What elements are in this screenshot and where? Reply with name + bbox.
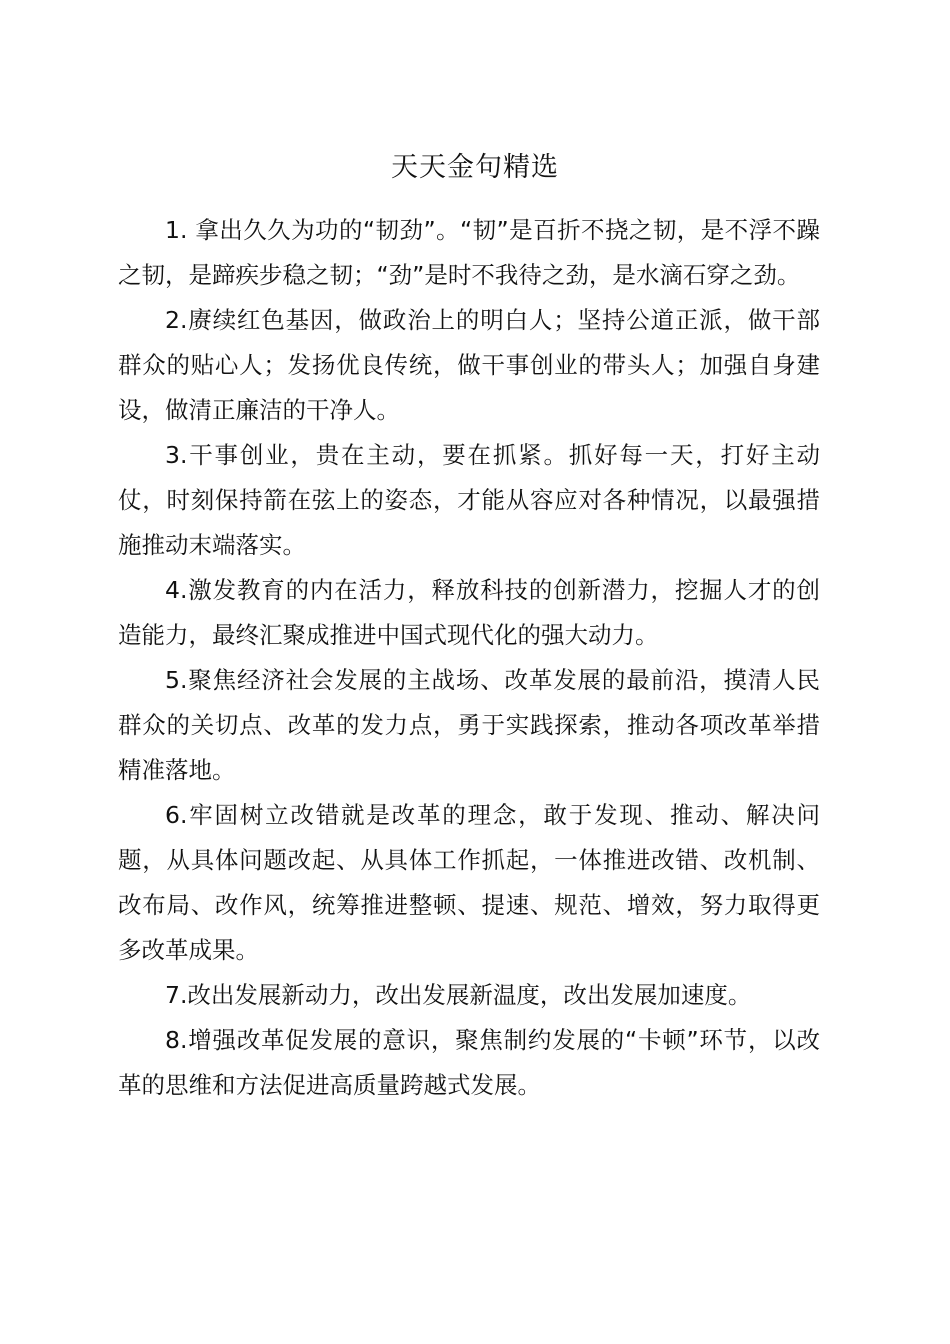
paragraph-7: 7.改出发展新动力，改出发展新温度，改出发展加速度。: [165, 981, 752, 1009]
document-title: 天天金句精选: [391, 152, 559, 183]
paragraph-8: 8.增强改革促发展的意识，聚焦制约发展的“卡顿”环节，以改革的思维和方法促进高质量跨越式发展。: [118, 1026, 820, 1099]
paragraph-1: 1. 拿出久久为功的“韧劲”。“韧”是百折不挠之韧，是不浮不躁之韧，是蹄疾步稳之韧；“劲”是时不我待之劲，是水滴石穿之劲。: [118, 216, 820, 289]
paragraph-4: 4.激发教育的内在活力，释放科技的创新潜力，挖掘人才的创造能力，最终汇聚成推进中国式现代化的强大动力。: [118, 576, 820, 649]
paragraph-2: 2.赓续红色基因，做政治上的明白人；坚持公道正派，做干部群众的贴心人；发扬优良传统，做干事创业的带头人；加强自身建设，做清正廉洁的干净人。: [118, 306, 820, 424]
paragraph-3: 3.干事创业，贵在主动，要在抓紧。抓好每一天，打好主动仗，时刻保持箭在弦上的姿态，才能从容应对各种情况，以最强措施推动末端落实。: [118, 441, 820, 559]
paragraph-5: 5.聚焦经济社会发展的主战场、改革发展的最前沿，摸清人民群众的关切点、改革的发力点，勇于实践探索，推动各项改革举措精准落地。: [118, 666, 820, 784]
document-body: [118, 208, 820, 1108]
paragraph-6: 6.牢固树立改错就是改革的理念，敢于发现、推动、解决问题，从具体问题改起、从具体工作抓起，一体推进改错、改机制、改布局、改作风，统筹推进整顿、提速、规范、增效，努力取得更多改革成果。: [118, 801, 820, 964]
